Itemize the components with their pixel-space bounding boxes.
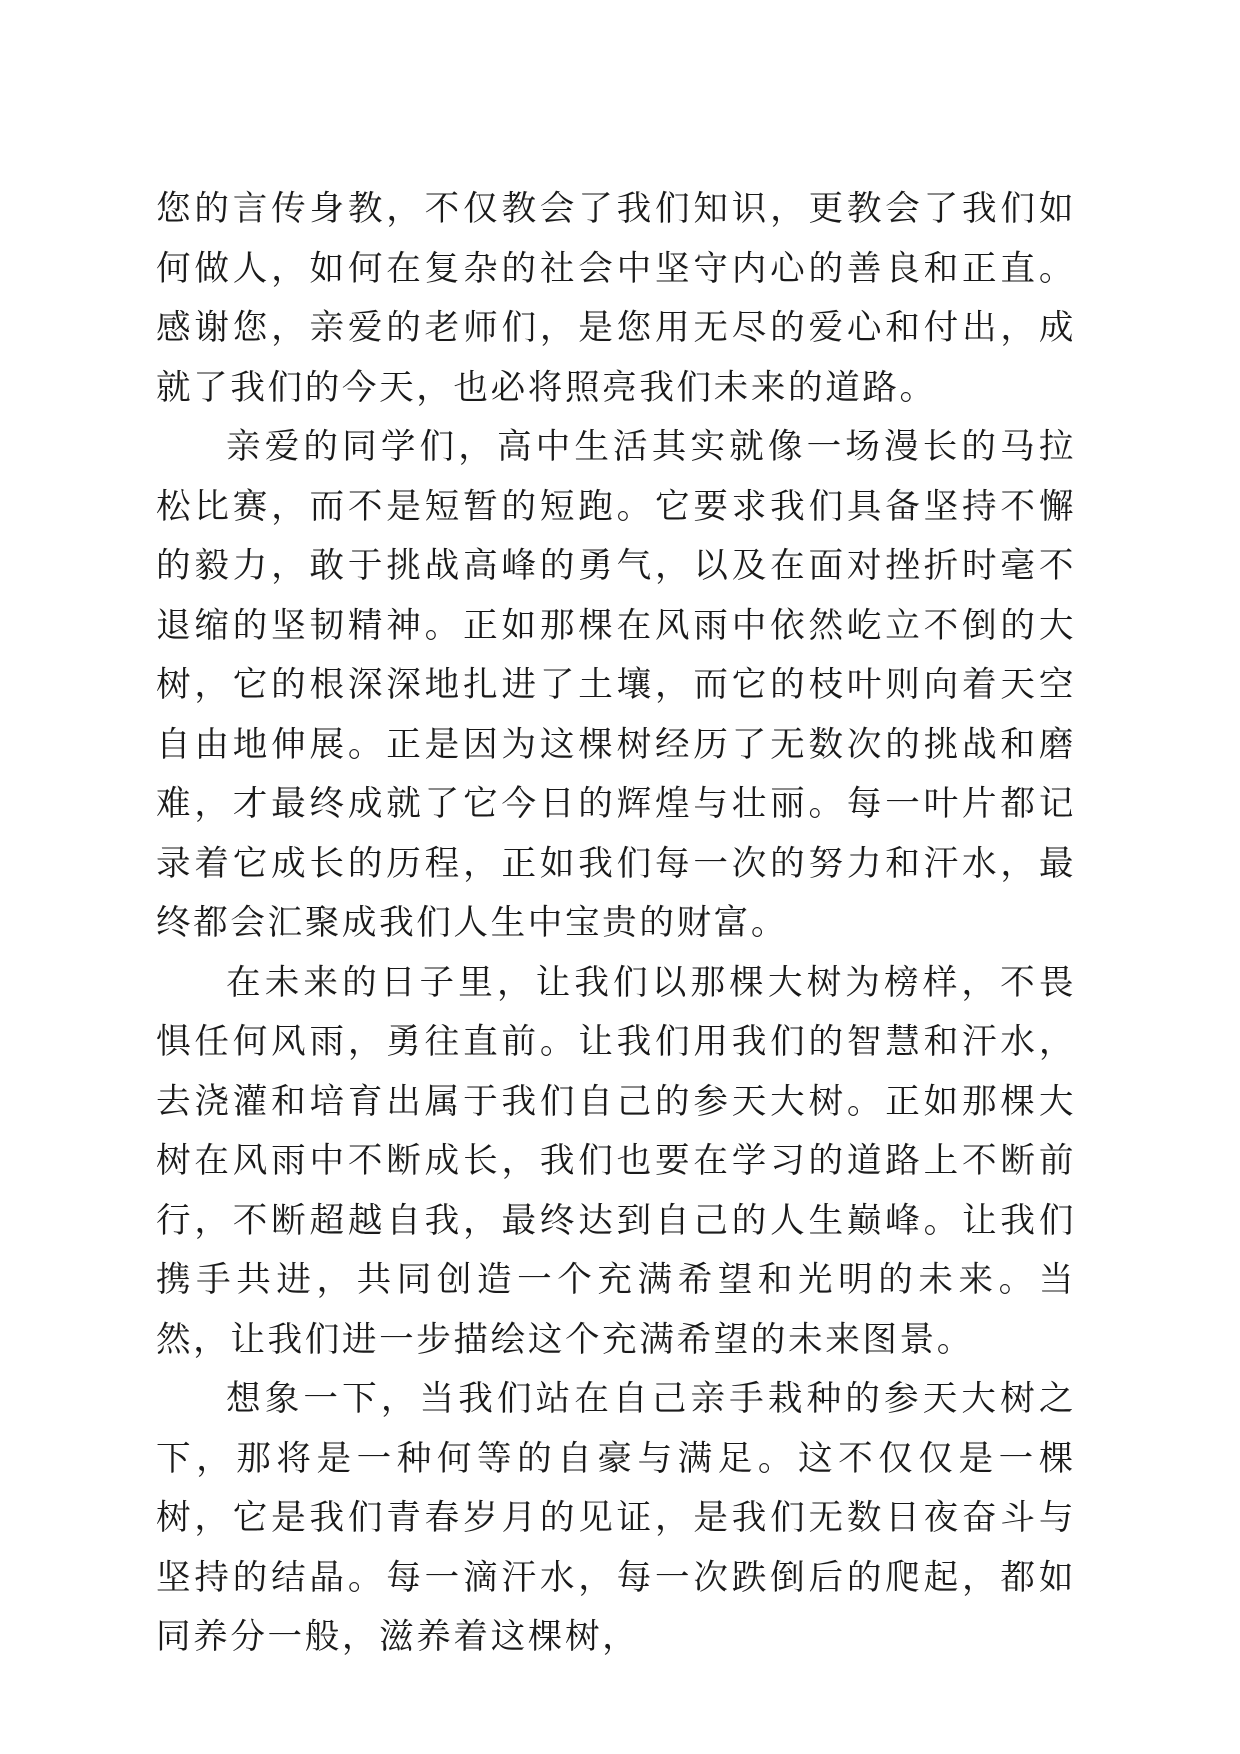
body-text xyxy=(156,180,1076,1668)
paragraph-3: 在未来的日子里，让我们以那棵大树为榜样，不畏惧任何风雨，勇往直前。让我们用我们的智慧和汗水，去浇灌和培育出属于我们自己的参天大树。正如那棵大树在风雨中不断成长，我们也要在学习的道路上不断前行，不断超越自我，最终达到自己的人生巅峰。让我们携手共进，共同创造一个充满希望和光明的未来。当然，让我们进一步描绘这个充满希望的未来图景。 xyxy=(156,962,1076,1360)
paragraph-1: 您的言传身教，不仅教会了我们知识，更教会了我们如何做人，如何在复杂的社会中坚守内心的善良和正直。感谢您，亲爱的老师们，是您用无尽的爱心和付出，成就了我们的今天，也必将照亮我们未来的道路。 xyxy=(156,189,1076,408)
paragraph-2: 亲爱的同学们，高中生活其实就像一场漫长的马拉松比赛，而不是短暂的短跑。它要求我们具备坚持不懈的毅力，敢于挑战高峰的勇气，以及在面对挫折时毫不退缩的坚韧精神。正如那棵在风雨中依然屹立不倒的大树，它的根深深地扎进了土壤，而它的枝叶则向着天空自由地伸展。正是因为这棵树经历了无数次的挑战和磨难，才最终成就了它今日的辉煌与壮丽。每一叶片都记录着它成长的历程，正如我们每一次的努力和汗水，最终都会汇聚成我们人生中宝贵的财富。 xyxy=(156,427,1076,943)
paragraph-4: 想象一下，当我们站在自己亲手栽种的参天大树之下，那将是一种何等的自豪与满足。这不仅仅是一棵树，它是我们青春岁月的见证，是我们无数日夜奋斗与坚持的结晶。每一滴汗水，每一次跌倒后的爬起，都如同养分一般，滋养着这棵树， xyxy=(156,1379,1076,1657)
